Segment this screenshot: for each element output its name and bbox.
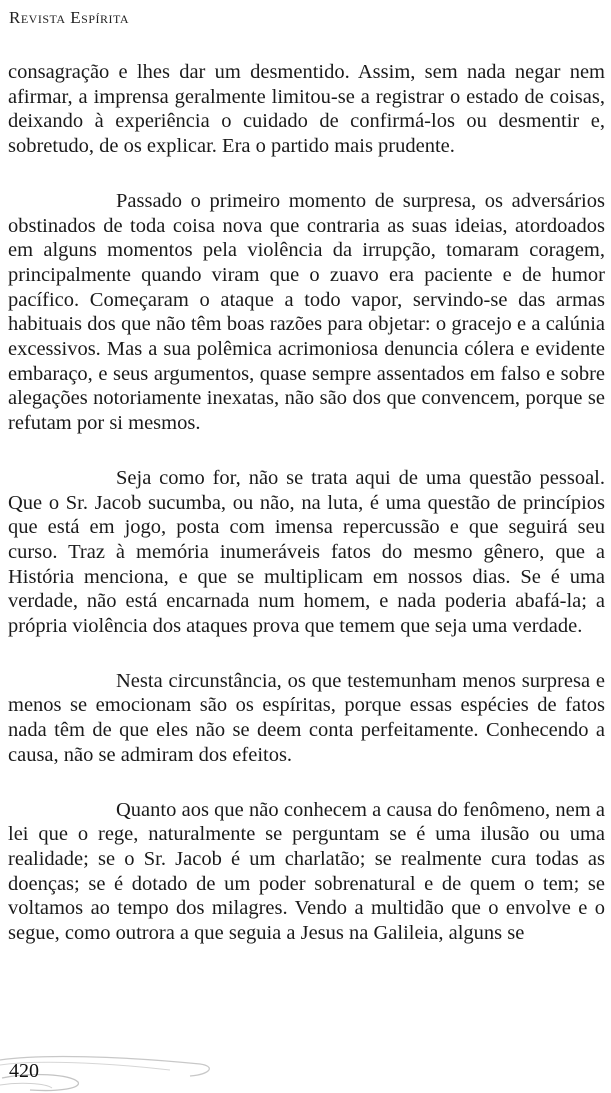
paragraph-adversaries: Passado o primeiro momento de surpresa, os adversários obstinados de toda coisa nova que contraria as suas ideias, atordoados em alguns momentos pela violência da irrupção, tomaram coragem, principalmente quando viram que o zuavo era paciente e de humor pacífico. Começaram o ataque a todo vapor, servindo-se das armas habituais dos que não têm boas razões para objetar: o gracejo e a calúnia excessivos. Mas a sua polêmica acrimoniosa denuncia cólera e evidente embaraço, e seus argumentos, quase sempre assentados em falso e sobre alegações notoriamente inexatas, não são dos que convencem, porque se refutam por si mesmos.: [8, 189, 605, 435]
page-body: [8, 60, 605, 946]
paragraph-continuation: consagração e lhes dar um desmentido. Assim, sem nada negar nem afirmar, a imprensa geralmente limitou-se a registrar o estado de coisas, deixando à experiência o cuidado de confirmá-los ou desmentir e, sobretudo, de os explicar. Era o partido mais prudente.: [8, 61, 605, 158]
paragraph-cause-unknown: Quanto aos que não conhecem a causa do fenômeno, nem a lei que o rege, naturalmente se perguntam se é uma ilusão ou uma realidade; se o Sr. Jacob é um charlatão; se realmente cura todas as doenças; se é dotado de um poder sobrenatural e de quem o tem; se voltamos ao tempo dos milagres. Vendo a multidão que o envolve e o segue, como outrora a que seguia a Jesus na Galileia, alguns se: [8, 798, 605, 945]
paragraph-personal-question: Seja como for, não se trata aqui de uma questão pessoal. Que o Sr. Jacob sucumba, ou não, na luta, é uma questão de princípios que está em jogo, posta com imensa repercussão e que seguirá seu curso. Traz à memória inumeráveis fatos do mesmo gênero, que a História menciona, e que se multiplicam em nossos dias. Se é uma verdade, não está encarnada num homem, e nada poderia abafá-la; a própria violência dos ataques prova que temem que seja uma verdade.: [8, 466, 605, 638]
running-header: Revista Espírita: [9, 8, 130, 27]
page-number: 420: [9, 1060, 39, 1082]
paragraph-spiritists: Nesta circunstância, os que testemunham menos surpresa e menos se emocionam são os espíritas, porque essas espécies de fatos nada têm de que eles não se deem conta perfeitamente. Conhecendo a causa, não se admiram dos efeitos.: [8, 669, 605, 766]
